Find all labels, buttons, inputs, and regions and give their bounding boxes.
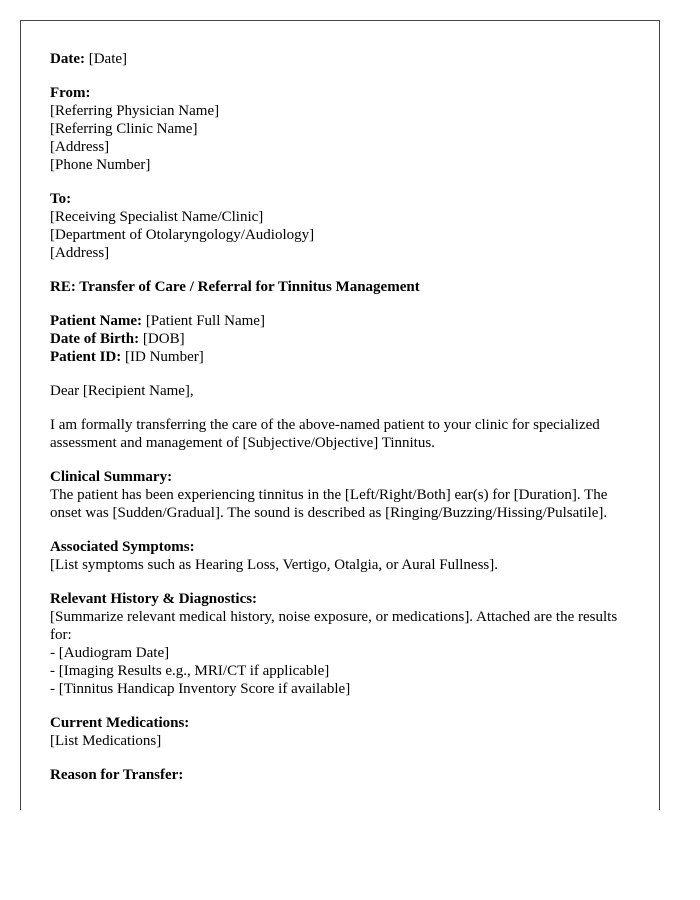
from-physician: [Referring Physician Name] [50,103,220,119]
intro-paragraph [50,416,635,452]
subject-line [50,278,635,296]
date-line [50,50,635,68]
to-label: To: [50,191,72,207]
medications-heading: Current Medications: [50,715,190,731]
clinical-summary-heading: Clinical Summary: [50,469,173,485]
clinical-summary-text: The patient has been experiencing tinnitus in the [Left/Right/Both] ear(s) for [Duration]. The onset was [Sudden/Gradual]. The sound is described as [Ringing/Buzzing/Hissing/Pulsatile]. [50,487,608,521]
history-text: [Summarize relevant medical history, noise exposure, or medications]. Attached are the results for: [50,609,618,643]
history-item-thi: - [Tinnitus Handicap Inventory Score if available] [50,681,351,697]
intro-text: I am formally transferring the care of the above-named patient to your clinic for specialized assessment and management of [Subjective/Objective] Tinnitus. [50,417,600,451]
salutation-text: Dear [Recipient Name], [50,383,194,399]
clinical-summary-section [50,468,635,522]
from-clinic: [Referring Clinic Name] [50,121,198,137]
from-section [50,84,635,174]
letter-page [20,20,660,810]
associated-symptoms-section [50,538,635,574]
reason-section [50,766,635,784]
patient-id-value: [ID Number] [125,349,204,365]
history-item-imaging: - [Imaging Results e.g., MRI/CT if applicable] [50,663,330,679]
history-item-audiogram: - [Audiogram Date] [50,645,170,661]
from-address: [Address] [50,139,110,155]
salutation [50,382,635,400]
date-value: [Date] [88,51,128,67]
letter-body [50,50,635,800]
date-label: Date: [50,51,85,67]
subject-text: RE: Transfer of Care / Referral for Tinnitus Management [50,279,420,295]
from-phone: [Phone Number] [50,157,151,173]
patient-dob-value: [DOB] [142,331,185,347]
to-address: [Address] [50,245,110,261]
to-specialist: [Receiving Specialist Name/Clinic] [50,209,264,225]
patient-dob-label: Date of Birth: [50,331,140,347]
history-heading: Relevant History & Diagnostics: [50,591,258,607]
patient-id-label: Patient ID: [50,349,122,365]
patient-section [50,312,635,366]
history-section [50,590,635,698]
medications-section [50,714,635,750]
to-department: [Department of Otolaryngology/Audiology] [50,227,315,243]
to-section [50,190,635,262]
reason-heading: Reason for Transfer: [50,767,184,783]
medications-text: [List Medications] [50,733,162,749]
from-label: From: [50,85,91,101]
associated-symptoms-heading: Associated Symptoms: [50,539,195,555]
associated-symptoms-text: [List symptoms such as Hearing Loss, Vertigo, Otalgia, or Aural Fullness]. [50,557,499,573]
patient-name-label: Patient Name: [50,313,143,329]
patient-name-value: [Patient Full Name] [145,313,265,329]
